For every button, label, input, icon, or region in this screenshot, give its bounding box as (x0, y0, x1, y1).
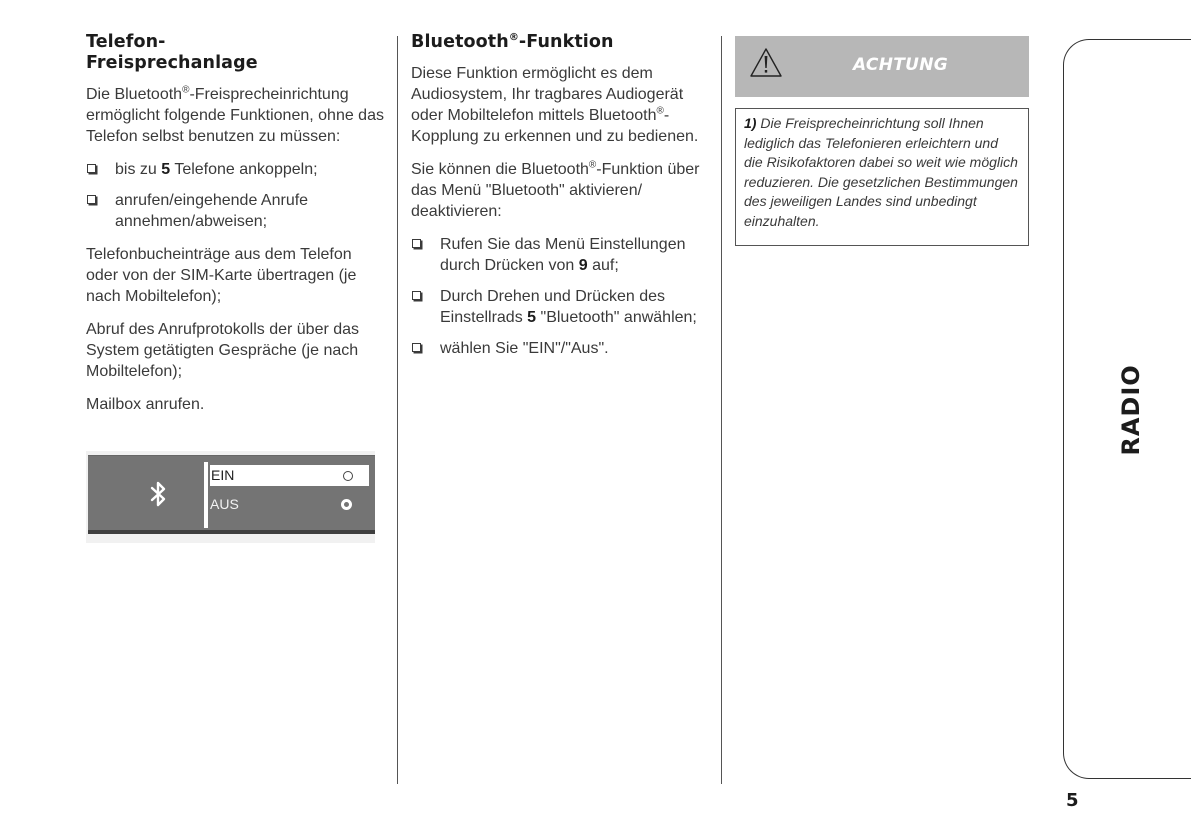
paragraph-call-log: Abruf des Anrufprotokolls der über das System getätigten Gespräche (je nach Mobiltelefon); (86, 321, 360, 380)
option-ein[interactable]: EIN (210, 465, 369, 486)
paragraph-phonebook: Telefonbucheinträge aus dem Telefon oder von der SIM-Karte übertragen (je nach Mobiltelefon); (86, 246, 357, 305)
list-item: anrufen/eingehende Anrufe annehmen/abweisen; (86, 190, 386, 232)
square-bullet-icon (87, 195, 96, 204)
column-warning (735, 30, 1031, 246)
warning-title: ACHTUNG (853, 55, 949, 75)
page-number: 5 (1066, 790, 1079, 811)
warning-triangle-icon (749, 47, 783, 79)
square-bullet-icon (87, 164, 96, 173)
heading-bluetooth: Bluetooth®-Funktion (411, 32, 614, 52)
column-divider (397, 36, 398, 784)
separator (204, 462, 208, 528)
column-bluetooth (411, 30, 711, 371)
intro-paragraph: Die Bluetooth®-Freisprecheinrichtung ermöglicht folgende Funktionen, ohne das Telefon selbst benutzen zu müssen: (86, 84, 384, 145)
square-bullet-icon (412, 343, 421, 352)
option-aus[interactable]: AUS (210, 494, 360, 515)
heading-telephone: Telefon- Freisprechanlage (86, 32, 258, 73)
paragraph-activate: Sie können die Bluetooth®-Funktion über das Menü "Bluetooth" aktivieren/ deaktivieren: (411, 159, 700, 220)
paragraph-bluetooth-function: Diese Funktion ermöglicht es dem Audiosystem, Ihr tragbares Audiogerät oder Mobiltelefon mittels Bluetooth®-Kopplung zu erkennen und zu bedienen. (411, 65, 699, 145)
section-tab-label: RADIO (1117, 364, 1145, 456)
settings-panel (88, 455, 375, 534)
bluetooth-icon (146, 480, 170, 508)
list-item: Rufen Sie das Menü Einstellungen durch Drücken von 9 auf; (411, 234, 711, 276)
radio-selected-icon (341, 499, 352, 510)
paragraph-mailbox: Mailbox anrufen. (86, 396, 205, 413)
column-telephone (86, 30, 386, 543)
list-item: bis zu 5 Telefone ankoppeln; (86, 159, 386, 180)
warning-header (735, 36, 1029, 97)
column-divider (721, 36, 722, 784)
square-bullet-icon (412, 239, 421, 248)
steps-list (411, 234, 711, 359)
list-item: wählen Sie "EIN"/"Aus". (411, 338, 711, 359)
warning-text: 1) Die Freisprecheinrichtung soll Ihnen lediglich das Telefonieren erleichtern und die Risikofaktoren dabei so weit wie möglich reduzieren. Die gesetzlichen Bestimmungen des jeweiligen Landes sind unbedingt einzuhalten. (735, 108, 1029, 246)
bluetooth-settings-image (86, 451, 375, 543)
list-item: Durch Drehen und Drücken des Einstellrads 5 "Bluetooth" anwählen; (411, 286, 711, 328)
radio-unselected-icon (343, 471, 353, 481)
feature-list (86, 159, 386, 232)
square-bullet-icon (412, 291, 421, 300)
